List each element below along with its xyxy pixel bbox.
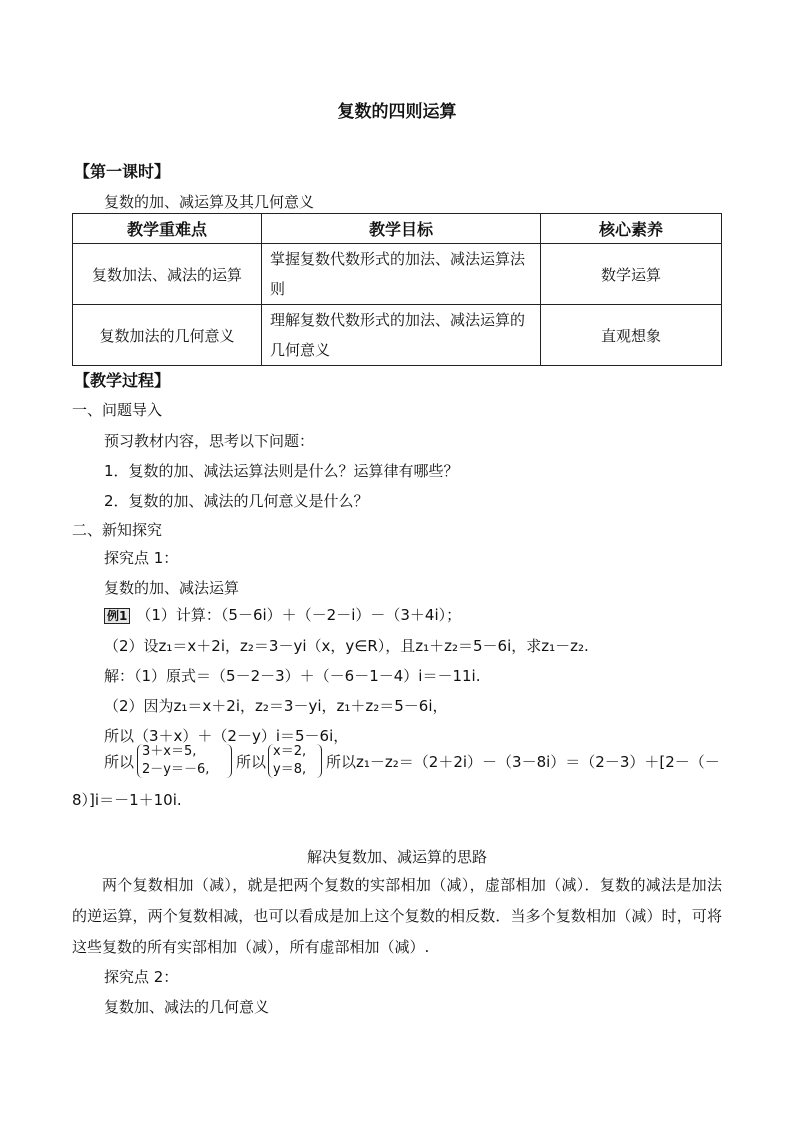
solution-line-2: （2）因为z₁＝x＋2i，z₂＝3－yi，z₁＋z₂＝5－6i，	[104, 697, 448, 715]
table-header-difficulty: 教学重难点	[73, 214, 262, 244]
question-1: 1．复数的加、减法运算法则是什么？运算律有哪些？	[104, 462, 459, 480]
solution-therefore-1: 所以	[104, 753, 135, 771]
explore2-label: 探究点 2：	[104, 968, 179, 986]
system2-eq2: y＝8,	[273, 762, 307, 777]
table-row	[73, 244, 722, 305]
goals-table	[72, 213, 722, 366]
right-brace-2	[316, 744, 322, 778]
explore2-topic: 复数加、减法的几何意义	[104, 998, 270, 1016]
section-first-lesson: 【第一课时】	[74, 162, 171, 181]
question-2: 2．复数的加、减法的几何意义是什么？	[104, 492, 369, 510]
page-title: 复数的四则运算	[337, 102, 457, 122]
lesson-subtitle: 复数的加、减运算及其几何意义	[104, 193, 315, 211]
explore1-topic: 复数的加、减法运算	[104, 579, 240, 597]
method-title: 解决复数加、减运算的思路	[306, 848, 487, 866]
solution-line-3: 所以（3＋x）＋（2－y）i＝5－6i，	[104, 727, 349, 745]
table-header-competency: 核心素养	[541, 214, 722, 244]
table-cell: 掌握复数代数形式的加法、减法运算法则	[262, 244, 541, 305]
example-label-badge: 例1	[104, 608, 130, 624]
table-header-row	[73, 214, 722, 244]
solution-line-5: 8）]i＝－1＋10i.	[72, 791, 182, 809]
table-cell: 复数加法的几何意义	[73, 305, 262, 366]
system2-eq1: x＝2,	[273, 744, 307, 759]
preview-text: 预习教材内容，思考以下问题：	[104, 432, 315, 450]
explore1-label: 探究点 1：	[104, 549, 179, 567]
part1-heading: 一、问题导入	[72, 401, 163, 419]
example-question-2: （2）设z₁＝x＋2i，z₂＝3－yi（x，y∈R），且z₁＋z₂＝5－6i，求z₁－z₂.	[104, 637, 589, 655]
table-header-objective: 教学目标	[262, 214, 541, 244]
table-cell: 复数加法、减法的运算	[73, 244, 262, 305]
method-paragraph: 两个复数相加（减），就是把两个复数的实部相加（减），虚部相加（减）．复数的减法是加法的逆运算，两个复数相减，也可以看成是加上这个复数的相反数．当多个复数相加（减）时，可将这些复数的所有实部相加（减），所有虚部相加（减）.	[72, 876, 722, 956]
section-teaching-process: 【教学过程】	[74, 371, 171, 390]
part2-heading: 二、新知探究	[72, 521, 163, 539]
table-cell: 理解复数代数形式的加法、减法运算的几何意义	[262, 305, 541, 366]
solution-therefore-2: 所以	[236, 753, 267, 771]
table-cell: 数学运算	[541, 244, 722, 305]
right-brace-1	[226, 744, 232, 778]
system1-eq1: 3＋x＝5,	[142, 744, 197, 759]
table-row	[73, 305, 722, 366]
table-cell: 直观想象	[541, 305, 722, 366]
solution-line-4: 所以z₁－z₂＝（2＋2i）－（3－8i）＝（2－3）＋[2－（－	[326, 753, 720, 771]
example-question-1: （1）计算：（5－6i）＋（－2－i）－（3＋4i）；	[136, 606, 462, 624]
system1-eq2: 2－y＝－6,	[142, 762, 210, 777]
solution-line-1: 解：（1）原式＝（5－2－3）＋（－6－1－4）i＝－11i.	[104, 667, 481, 685]
example-1	[104, 608, 461, 624]
